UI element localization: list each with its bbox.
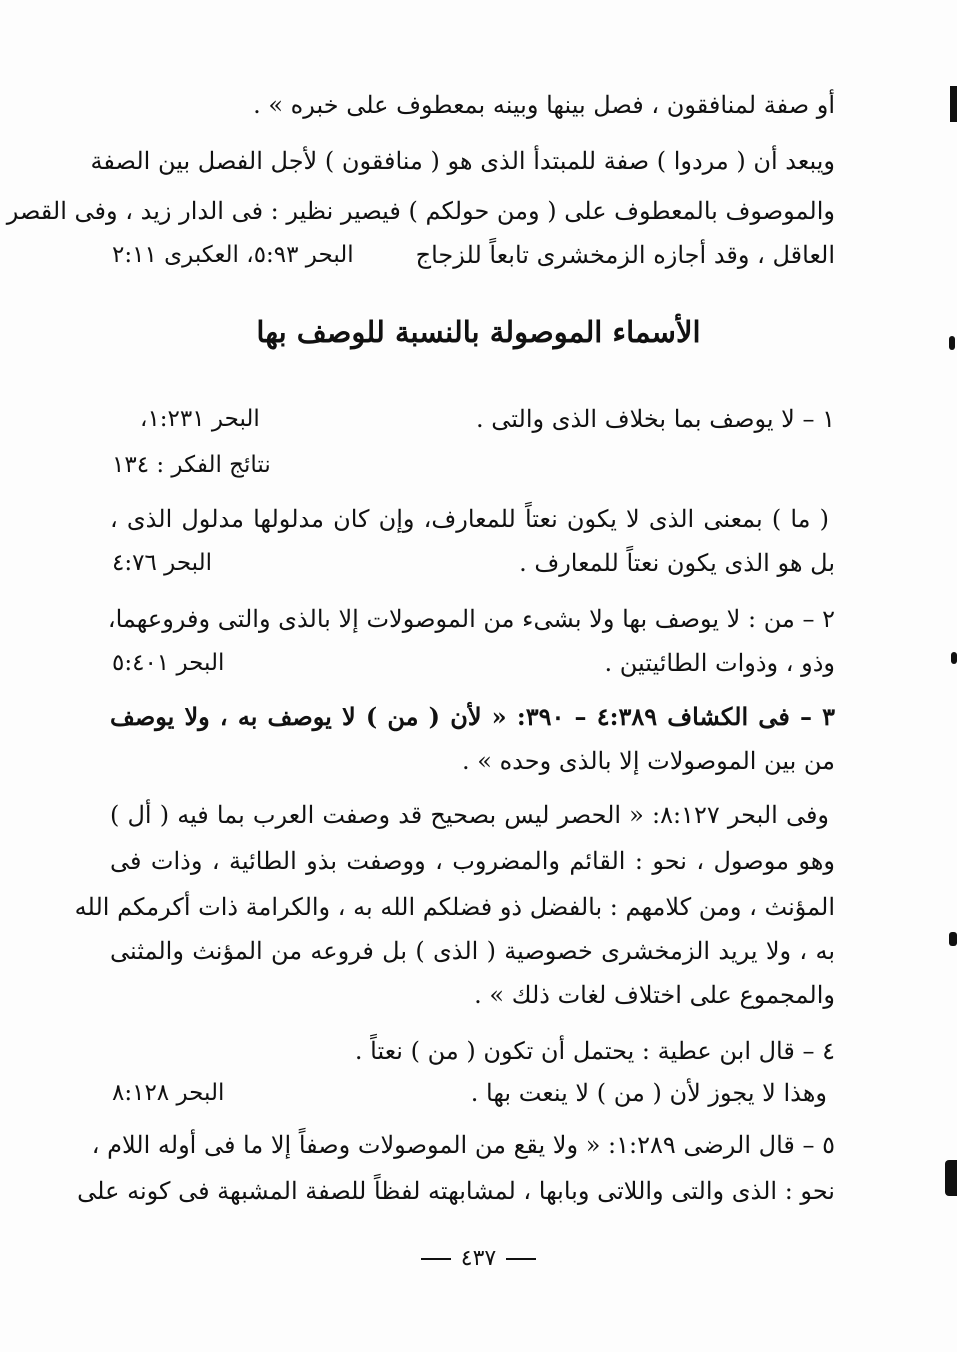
text-line: ويبعد أن ( مردوا ) صفة للمبتدأ الذى هو ( منافقون ) لأجل الفصل بين الصفة <box>90 147 835 175</box>
reference-citation: البحر ٥:٤٠١ <box>112 650 225 676</box>
reference-citation: البحر ٤:٧٦ <box>112 550 212 576</box>
text-line: ( ما ) بمعنى الذى لا يكون نعتاً للمعارف، وإن كان مدلولها مدلول الذى ، <box>110 505 829 533</box>
text-line: وذو ، وذوات الطائيتين . <box>604 649 835 677</box>
page-number <box>0 1244 957 1274</box>
reference-citation: البحر ١:٢٣١، <box>140 406 260 432</box>
text-line: بل هو الذى يكون نعتاً للمعارف . <box>519 549 835 577</box>
text-line: ٥ – قال الرضى ١:٢٨٩: « ولا يقع من الموصولات وصفاً إلا ما فى أوله اللام ، <box>91 1131 835 1159</box>
dash-left <box>506 1258 536 1260</box>
scan-edge-mark <box>949 336 955 350</box>
dash-right <box>421 1258 451 1260</box>
text-line: أو صفة لمنافقون ، فصل بينها وبينه بمعطوف على خبره » . <box>253 91 835 119</box>
reference-citation: البحر ٨:١٢٨ <box>112 1080 225 1106</box>
text-line: نحو : الذى والتى واللاتى وبابها ، لمشابهته لفظاً للصفة المشبهة فى كونه على <box>77 1177 835 1205</box>
section-heading: الأسماء الموصولة بالنسبة للوصف بها <box>256 315 701 349</box>
text-line: وهذا لا يجوز لأن ( من ) لا ينعت بها . <box>470 1079 827 1107</box>
text-line: وهو موصول ، نحو : القائم والمضروب ، ووصفت بذو الطائية ، وذات فى <box>110 847 835 875</box>
text-line: به ، ولا يريد الزمخشرى خصوصية ( الذى ) بل فروعه من المؤنث والمثنى <box>110 937 835 965</box>
page-number-value: ٤٣٧ <box>460 1246 497 1271</box>
text-line: والمجموع على اختلاف لغات ذلك » . <box>474 981 835 1009</box>
text-line: المؤنث ، ومن كلامهم : بالفضل ذو فضلكم الله به ، والكرامة ذات أكرمكم الله <box>74 893 835 921</box>
text-line: والموصوف بالمعطوف على ( ومن حولكم ) فيصير نظير : فى الدار زيد ، وفى القصر <box>6 197 835 225</box>
text-line: ٣ – فى الكشاف ٤:٣٨٩ – ٣٩٠: « لأن ( من ) لا يوصف به ، ولا يوصف <box>110 702 836 731</box>
text-line: ١ – لا يوصف بما بخلاف الذى والتى . <box>476 405 835 433</box>
reference-citation: البحر ٥:٩٣، العكبرى ٢:١١ <box>112 242 354 268</box>
text-line: من بين الموصولات إلا بالذى وحده » . <box>462 747 835 775</box>
scan-edge-mark <box>950 86 957 122</box>
scan-edge-mark <box>949 932 957 946</box>
scan-edge-mark <box>945 1160 957 1196</box>
text-line: ٤ – قال ابن عطية : يحتمل أن تكون ( من ) نعتاً . <box>354 1037 835 1065</box>
reference-citation: نتائج الفكر : ١٣٤ <box>112 452 271 478</box>
text-line: وفى البحر ٨:١٢٧: « الحصر ليس بصحيح قد وصفت العرب بما فيه ( أل ) <box>110 801 830 829</box>
text-line: ٢ – من : لا يوصف بها ولا بشىء من الموصولات إلا بالذى والتى وفروعهما، <box>107 605 835 633</box>
text-line: العاقل ، وقد أجازه الزمخشرى تابعاً للزجاج <box>415 241 835 269</box>
scan-edge-mark <box>951 652 957 664</box>
